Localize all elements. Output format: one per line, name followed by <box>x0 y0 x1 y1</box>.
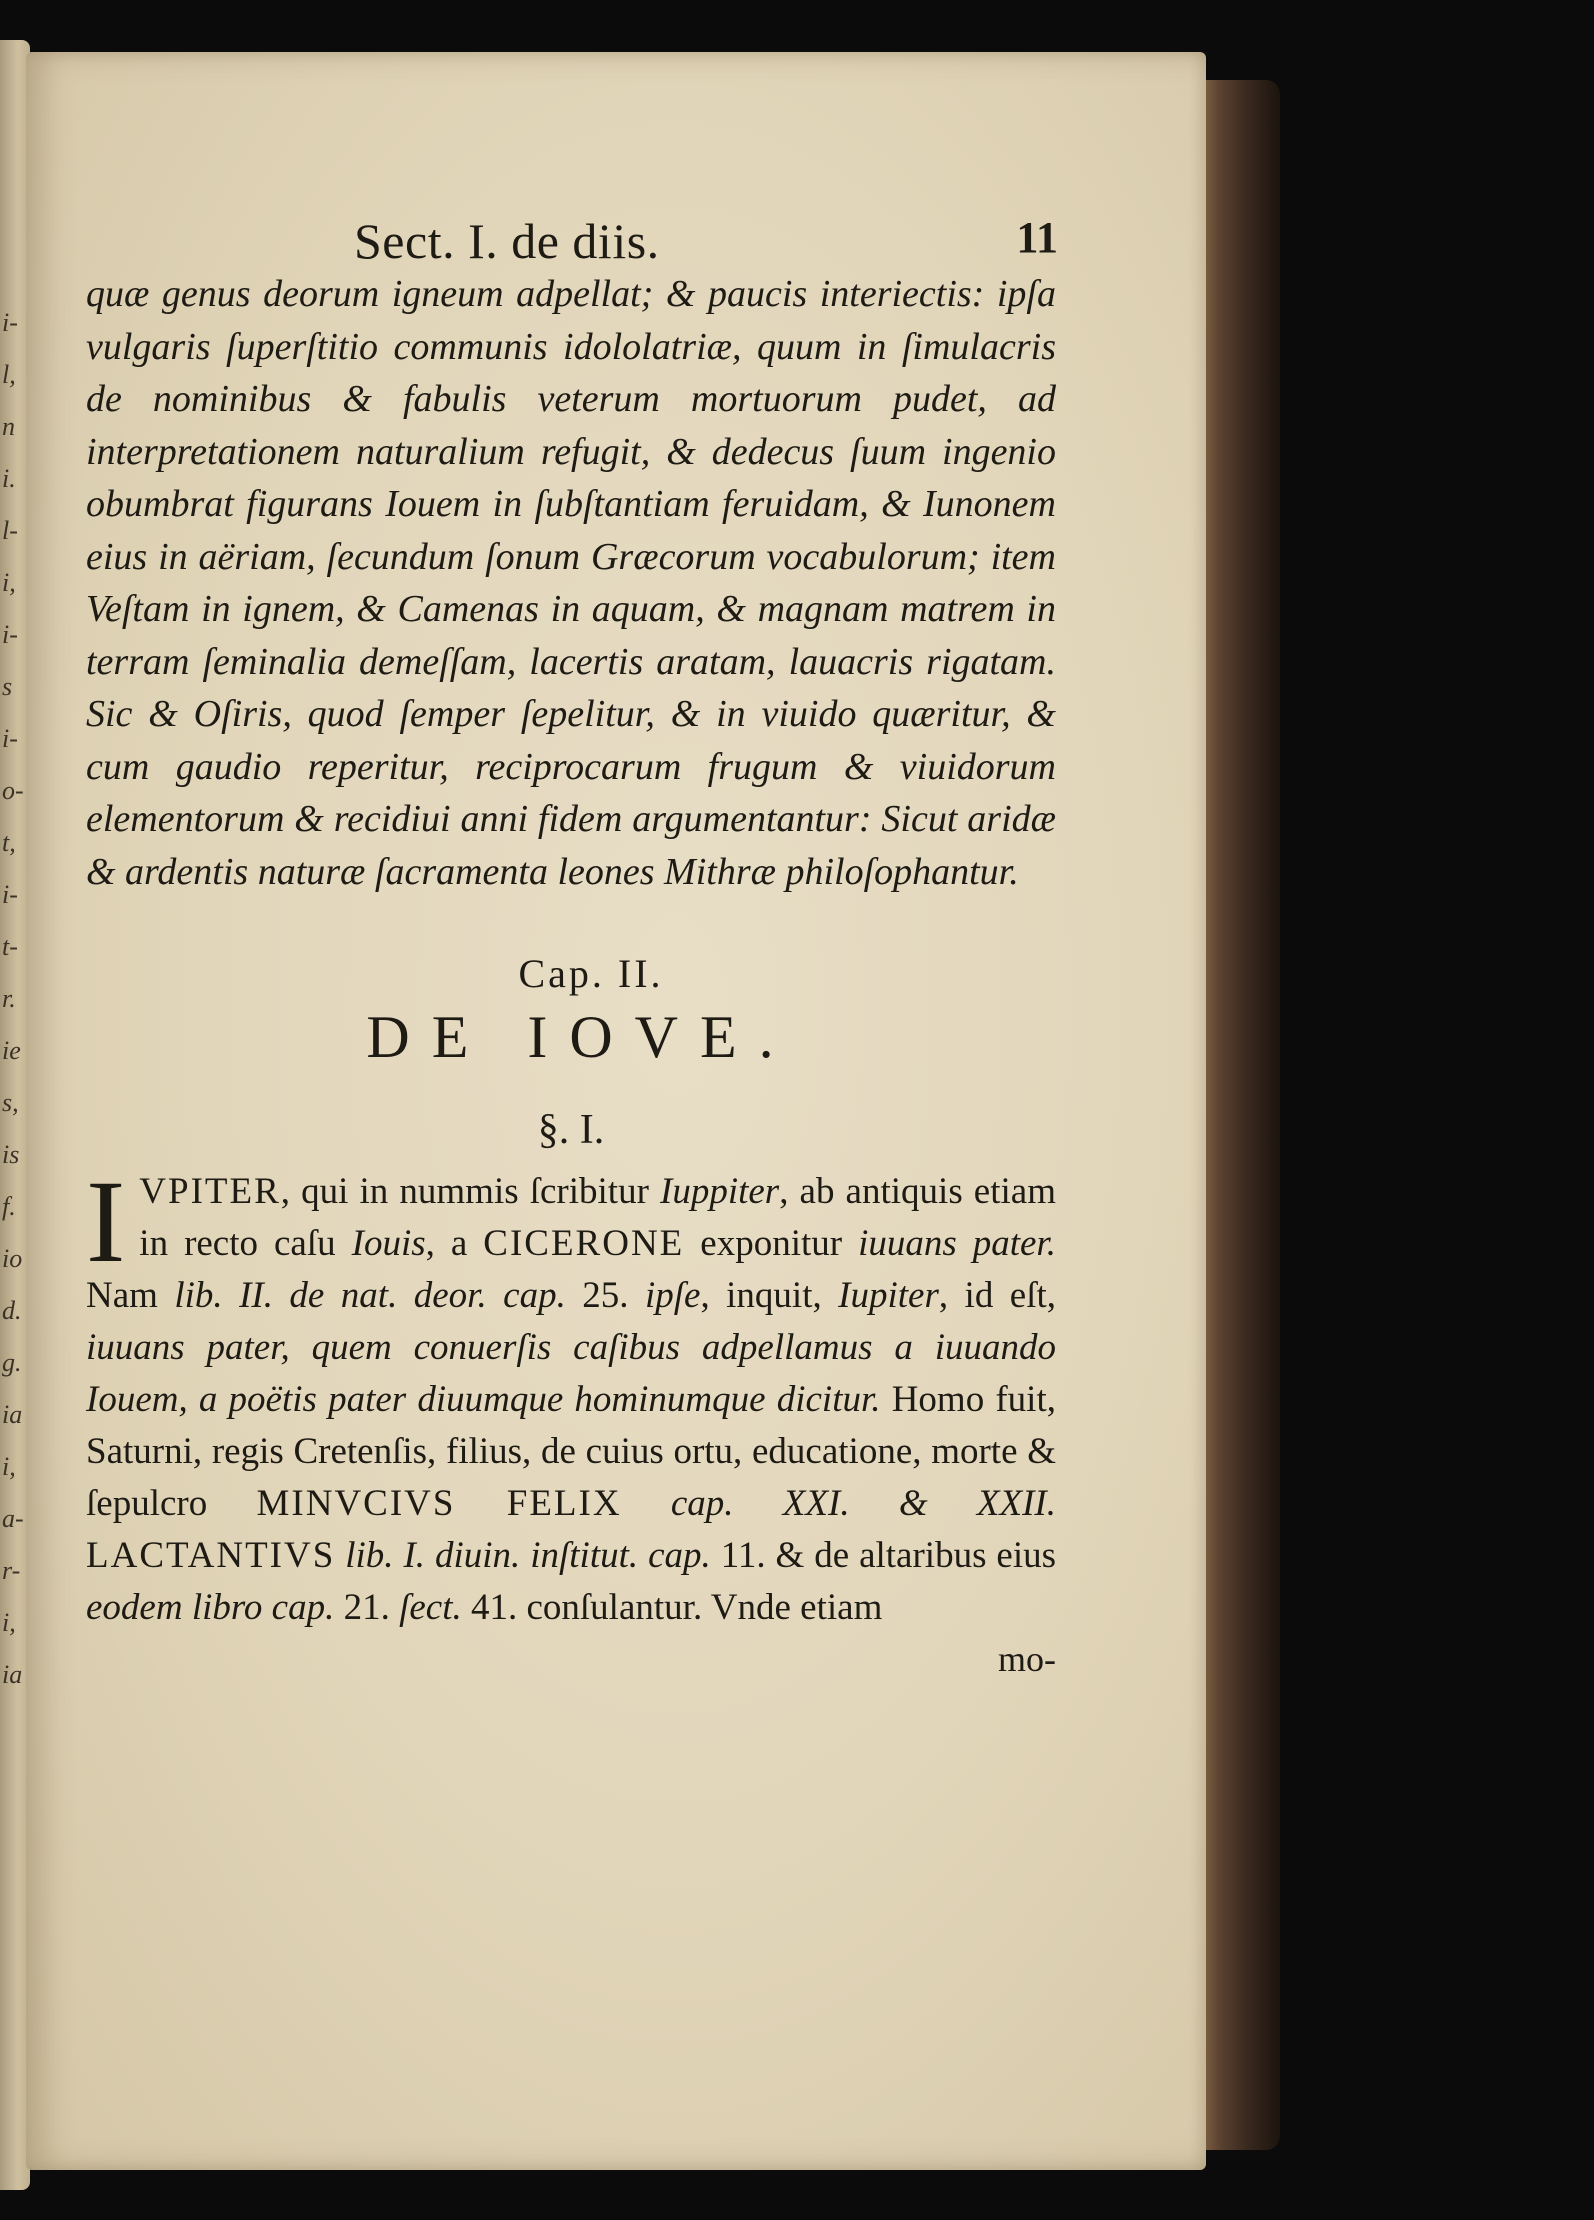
facing-page-fragment: i, <box>2 1452 16 1481</box>
facing-page-fragment: ia <box>2 1660 23 1689</box>
text-segment: 21. <box>334 1587 400 1628</box>
facing-page-fragment: f. <box>2 1192 16 1221</box>
facing-page-fragment: l, <box>2 360 16 389</box>
facing-page-fragment: i- <box>2 620 18 649</box>
facing-page-fragment: l- <box>2 516 18 545</box>
facing-page-fragment: a- <box>2 1504 24 1533</box>
text-segment: 41. conſulantur. Vnde etiam <box>461 1587 883 1628</box>
book-page <box>26 52 1206 2170</box>
facing-page-fragment: is <box>2 1140 20 1169</box>
text-segment: Iouis <box>351 1223 426 1264</box>
section-mark: §. I. <box>537 1107 605 1153</box>
facing-page-fragment: r. <box>2 984 16 1013</box>
facing-page-fragment: i- <box>2 308 18 337</box>
facing-page-fragment: i, <box>2 568 16 597</box>
page-number: 11 <box>1016 213 1058 262</box>
paragraph-1: quæ genus deorum igneum adpellat; & paucis interiectis: ipſa vulgaris ſuperſtitio communis idololatriæ, quum in ſimulacris de nominibus & fabulis veterum mortuorum pudet, ad interpretationem naturalium refugit, & dedecus ſuum ingenio obumbrat figurans Iouem in ſubſtantiam feruidam, & Iunonem eius in aëriam, ſecundum ſonum Græcorum vocabulorum; item Veſtam in ignem, & Camenas in aquam, & magnam matrem in terram ſeminalia demeſſam, lacertis aratam, lauacris rigatam. Sic & Oſiris, quod ſemper ſepelitur, & in viuido quæritur, & cum gaudio reperitur, reciprocarum frugum & viuidorum elementorum & recidiui anni fidem argumentantur: Sicut aridæ & ardentis naturæ ſacramenta leones Mithræ philoſophantur. <box>86 273 1056 893</box>
text-segment: iuuans pater, quem conuerſis caſibus adpellamus a iuuando Iouem, a poëtis pater diuumque hominumque dicitur. <box>86 1327 1056 1420</box>
chapter-title: DE IOVE. <box>366 1004 796 1070</box>
facing-page-fragment: t, <box>2 828 16 857</box>
running-title: Sect. I. de diis. <box>354 213 660 269</box>
facing-page-fragment: n <box>2 412 15 441</box>
text-segment: Iuppiter <box>660 1171 780 1212</box>
facing-page-fragment: i, <box>2 1608 16 1637</box>
facing-page-fragment: s <box>2 672 13 701</box>
facing-page-fragment: i- <box>2 880 18 909</box>
text-segment: iuuans pater. <box>858 1223 1056 1264</box>
facing-page-fragment: i- <box>2 724 18 753</box>
catchword: mo- <box>998 1639 1056 1679</box>
facing-page-fragment: ia <box>2 1400 23 1429</box>
facing-page-fragment: d. <box>2 1296 22 1325</box>
text-segment: 25. <box>565 1275 645 1316</box>
text-segment: exponitur <box>684 1223 859 1264</box>
book-fore-edge <box>1195 80 1280 2150</box>
text-segment: lib. I. diuin. inſtitut. cap. <box>335 1535 711 1576</box>
facing-page-fragment: io <box>2 1244 23 1273</box>
facing-page-fragment: g. <box>2 1348 22 1377</box>
text-segment: , qui in nummis ſcribitur <box>280 1171 660 1212</box>
text-segment: CICERONE <box>483 1223 685 1264</box>
facing-page-fragment: t- <box>2 932 18 961</box>
text-segment: 11. & de altaribus eius <box>710 1535 1056 1576</box>
text-segment: LACTANTIVS <box>86 1535 336 1576</box>
text-segment: , id eſt, <box>938 1275 1057 1316</box>
facing-page-fragment: r- <box>2 1556 21 1585</box>
facing-page-fragment: s, <box>2 1088 19 1117</box>
drop-cap: I <box>86 1156 126 1287</box>
chapter-label: Cap. II. <box>518 951 664 996</box>
facing-page-fragment: o- <box>2 776 24 805</box>
text-segment: Iupiter <box>838 1275 939 1316</box>
running-head <box>86 152 1058 269</box>
text-segment: , ab antiquis etiam in recto caſu <box>139 1171 1056 1264</box>
text-segment: ſect. <box>399 1587 462 1628</box>
text-segment: eodem libro cap. <box>86 1587 335 1628</box>
facing-page-fragment: ie <box>2 1036 21 1065</box>
text-segment: Nam <box>86 1275 175 1316</box>
text-block <box>86 152 1056 1680</box>
facing-page-fragment: i. <box>2 464 16 493</box>
text-segment: lib. II. de nat. deor. cap. <box>174 1275 566 1316</box>
text-segment: Homo fuit, Saturni, regis Cretenſis, filius, de cuius ortu, educatione, morte & ſepulcro <box>86 1379 1056 1524</box>
text-segment: MINVCIVS FELIX <box>256 1483 622 1524</box>
text-segment: cap. XXI. & XXII. <box>621 1483 1057 1524</box>
paragraph-2 <box>86 1156 1057 1634</box>
text-segment: ipſe <box>644 1275 701 1316</box>
text-segment: , a <box>425 1223 484 1264</box>
text-segment: , inquit, <box>700 1275 839 1316</box>
text-segment: VPITER <box>139 1171 281 1212</box>
